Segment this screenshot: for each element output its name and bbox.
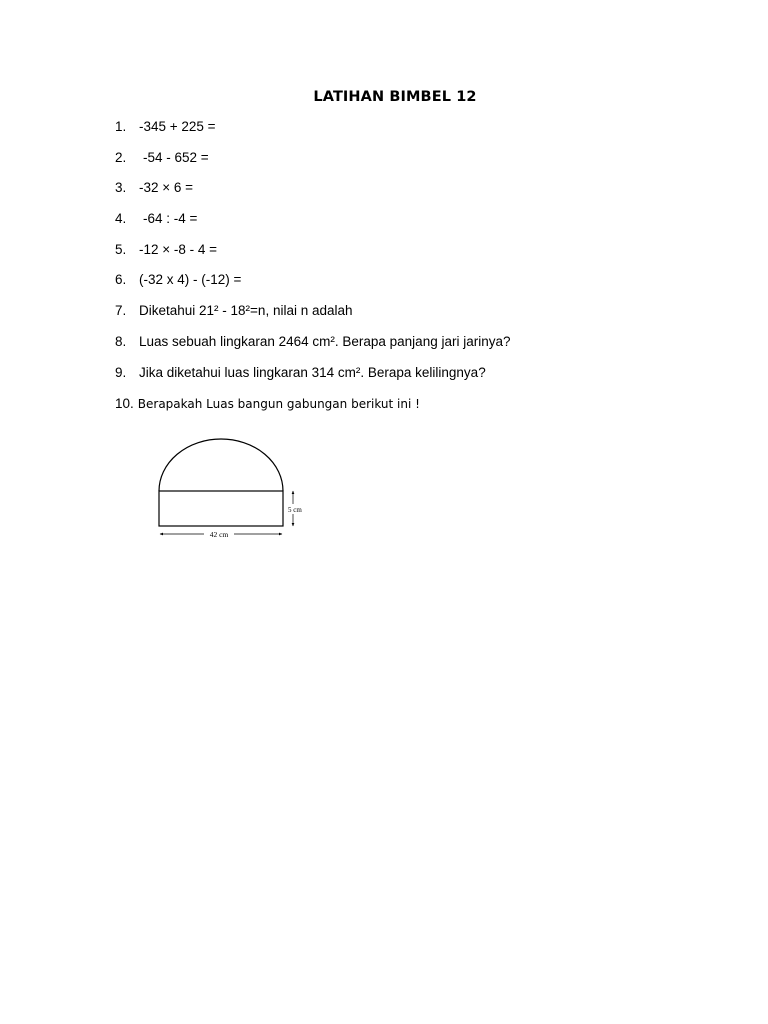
question-9 — [115, 365, 486, 381]
width-label: 42 cm — [209, 530, 229, 539]
question-number: 2. — [115, 150, 127, 165]
question-text: -12 × -8 - 4 = — [139, 242, 218, 257]
question-number: 7. — [115, 303, 127, 318]
question-text: Luas sebuah lingkaran 2464 cm². Berapa panjang jari jarinya? — [139, 334, 511, 349]
question-6 — [115, 272, 241, 288]
question-number: 3. — [115, 180, 127, 195]
question-text: Jika diketahui luas lingkaran 314 cm². Berapa kelilingnya? — [139, 365, 486, 380]
question-text: (-32 x 4) - (-12) = — [139, 272, 242, 287]
question-4 — [115, 211, 197, 227]
question-text: -345 + 225 = — [139, 119, 216, 134]
question-text: -32 × 6 = — [139, 180, 194, 195]
height-label: 5 cm — [288, 506, 302, 514]
question-text: -64 : -4 = — [143, 211, 198, 226]
question-7 — [115, 303, 353, 319]
question-number: 6. — [115, 272, 127, 287]
question-1 — [115, 119, 216, 135]
question-number: 5. — [115, 242, 127, 257]
page-title: LATIHAN BIMBEL 12 — [313, 89, 477, 105]
question-2 — [115, 150, 209, 166]
rectangle-shape — [159, 491, 283, 526]
question-number: 4. — [115, 211, 127, 226]
question-text: Diketahui 21² - 18²=n, nilai n adalah — [139, 303, 353, 318]
question-number: 9. — [115, 365, 127, 380]
composite-shape-diagram — [152, 434, 312, 546]
question-10 — [115, 396, 420, 412]
question-text: -54 - 652 = — [143, 150, 209, 165]
semicircle-shape — [159, 439, 283, 491]
question-number: 10. — [115, 396, 134, 411]
question-number: 8. — [115, 334, 127, 349]
question-text: Berapakah Luas bangun gabungan berikut ini ! — [137, 397, 420, 411]
question-number: 1. — [115, 119, 127, 134]
composite-shape-figure — [152, 434, 312, 546]
question-5 — [115, 242, 217, 258]
question-3 — [115, 180, 193, 196]
question-8 — [115, 334, 511, 350]
